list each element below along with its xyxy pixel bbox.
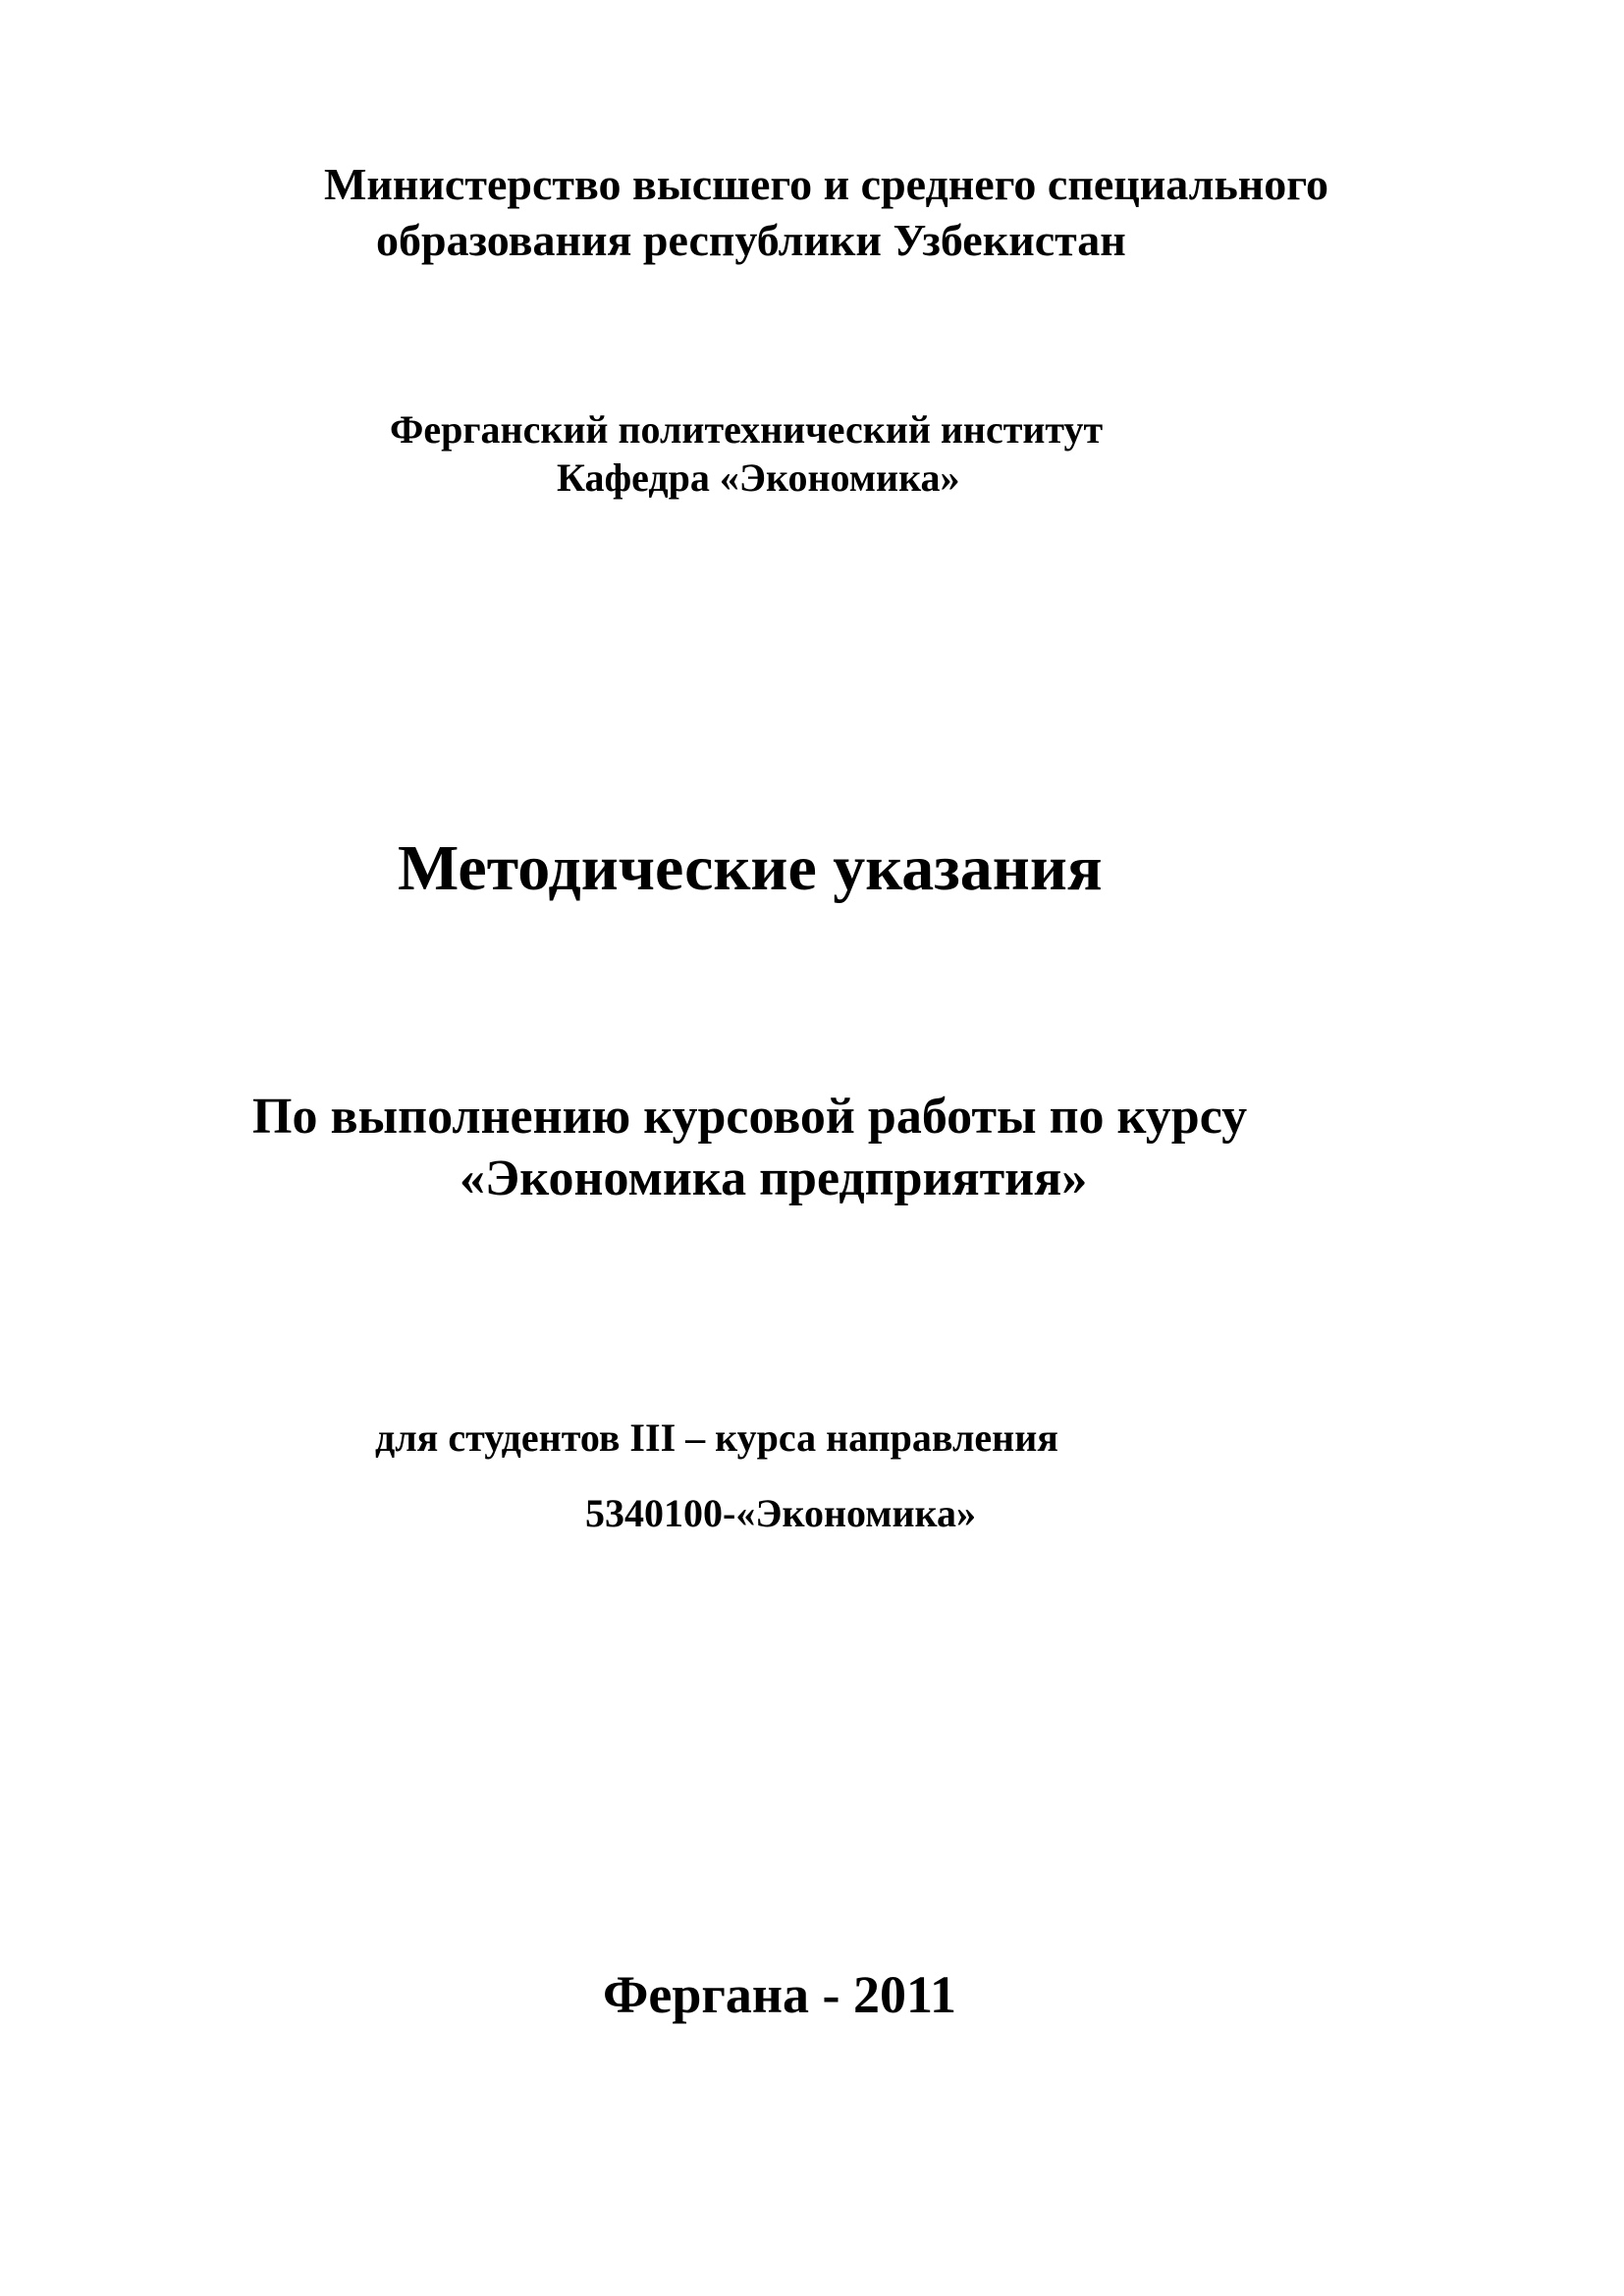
city-year: Фергана - 2011	[603, 1965, 957, 2024]
students-line-2: 5340100-«Экономика»	[585, 1491, 976, 1535]
subtitle-line-2: «Экономика предприятия»	[460, 1150, 1088, 1206]
ministry-line-1: Министерство высшего и среднего специального	[324, 159, 1329, 209]
students-line-1: для студентов III – курса направления	[375, 1415, 1058, 1460]
ministry-line-2: образования республики Узбекистан	[376, 215, 1126, 265]
institute-name: Ферганский политехнический институт	[390, 407, 1104, 452]
subtitle-line-1: По выполнению курсовой работы по курсу	[252, 1089, 1248, 1145]
document-title: Методические указания	[398, 832, 1103, 904]
department-name: Кафедра «Экономика»	[557, 455, 960, 500]
